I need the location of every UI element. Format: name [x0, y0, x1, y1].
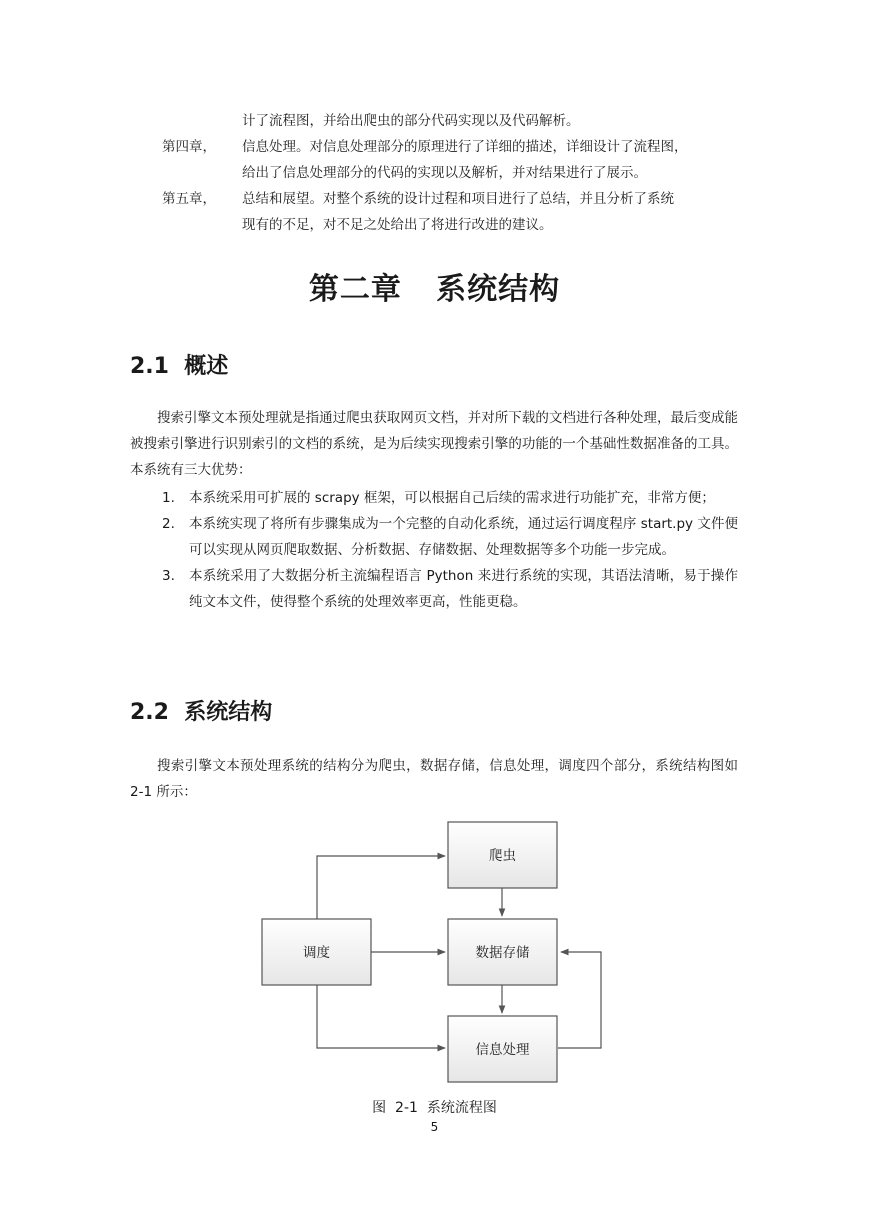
list-item-number: 3.	[162, 568, 175, 584]
node-storage-label: 数据存储	[475, 945, 530, 961]
node-processing	[448, 1016, 557, 1082]
node-crawler	[448, 822, 557, 888]
node-processing-label: 信息处理	[475, 1042, 530, 1058]
figure-caption: 图 2-1 系统流程图	[372, 1100, 497, 1116]
list-item-text: 本系统采用可扩展的 scrapy 框架，可以根据自己后续的需求进行功能扩充，非常方便；	[189, 490, 715, 506]
node-scheduler	[262, 919, 371, 985]
list-item-number: 2.	[162, 516, 175, 532]
chapter-description-line: 计了流程图，并给出爬虫的部分代码实现以及代码解析。	[242, 113, 580, 129]
node-scheduler-label: 调度	[303, 945, 330, 961]
chapter-description-line: 给出了信息处理部分的代码的实现以及解析，并对结果进行了展示。	[242, 165, 647, 181]
chapter-label: 第四章，	[162, 139, 216, 155]
edge-scheduler-to-crawler	[317, 856, 445, 919]
chapter-description-line: 信息处理。对信息处理部分的原理进行了详细的描述，详细设计了流程图，	[242, 139, 688, 155]
list-item-number: 1.	[162, 490, 175, 506]
list-item-text: 本系统实现了将所有步骤集成为一个完整的自动化系统，通过运行调度程序 start.py 文件便可以实现从网页爬取数据、分析数据、存储数据、处理数据等多个功能一步完成。	[189, 516, 738, 558]
node-storage	[448, 919, 557, 985]
edge-processing-to-storage	[558, 952, 601, 1048]
page-number: 5	[430, 1120, 439, 1134]
section-title: 2.2 系统结构	[130, 700, 273, 725]
section-title: 2.1 概述	[130, 354, 229, 379]
chapter-description-line: 现有的不足，对不足之处给出了将进行改进的建议。	[242, 217, 553, 233]
chapter-title: 第二章 系统结构	[308, 272, 561, 307]
body-paragraph: 搜索引擎文本预处理就是指通过爬虫获取网页文档，并对所下载的文档进行各种处理，最后变成能被搜索引擎进行识别索引的文档的系统，是为后续实现搜索引擎的功能的一个基础性数据准备的工具。本系统有三大优势：	[130, 410, 738, 478]
edge-scheduler-to-processing	[317, 985, 445, 1048]
node-crawler-label: 爬虫	[489, 848, 516, 864]
chapter-description-line: 总结和展望。对整个系统的设计过程和项目进行了总结，并且分析了系统	[242, 191, 674, 207]
body-paragraph: 搜索引擎文本预处理系统的结构分为爬虫，数据存储，信息处理，调度四个部分，系统结构图如 2-1 所示：	[130, 758, 738, 800]
chapter-label: 第五章，	[162, 191, 216, 207]
list-item-text: 本系统采用了大数据分析主流编程语言 Python 来进行系统的实现，其语法清晰，易于操作纯文本文件，使得整个系统的处理效率更高，性能更稳。	[189, 568, 738, 610]
